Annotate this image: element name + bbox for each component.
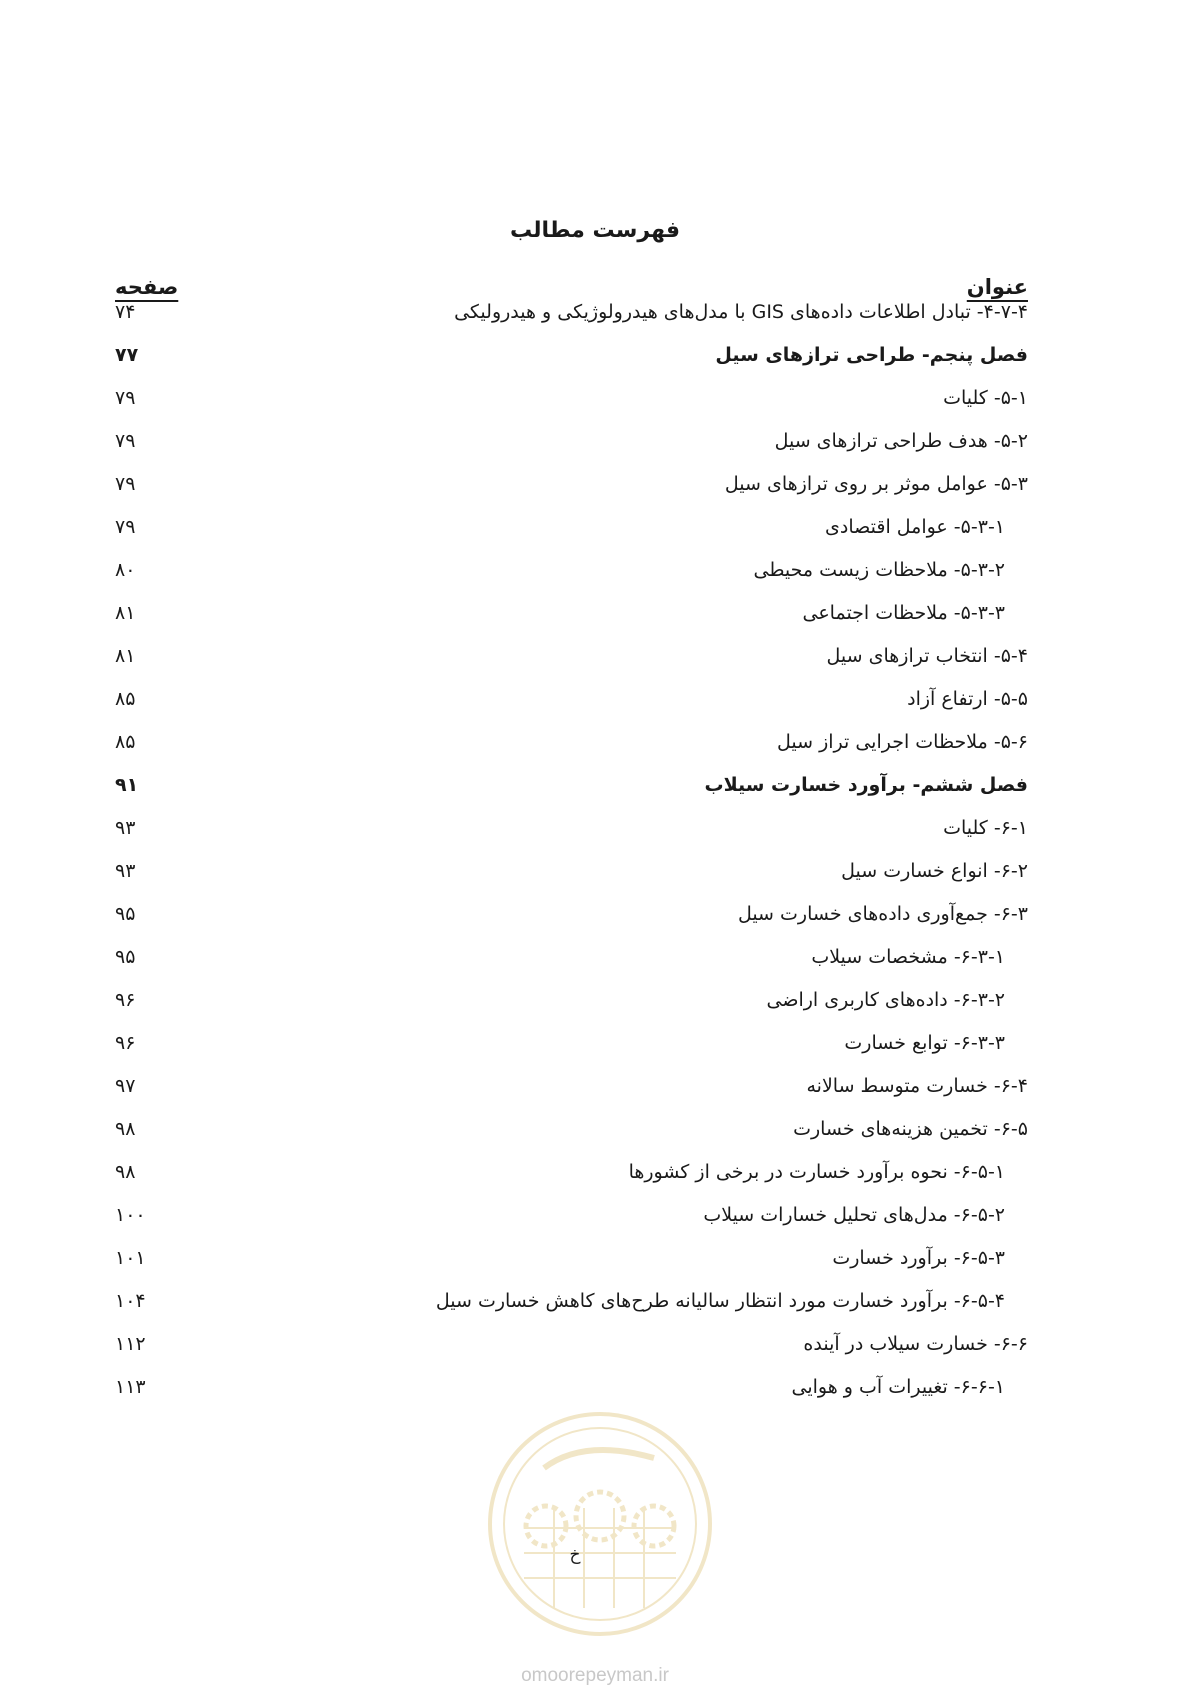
toc-entry-page: ۸۱ bbox=[115, 645, 136, 667]
toc-entry-title: ۵-۳-۲- ملاحظات زیست محیطی bbox=[753, 559, 1005, 581]
toc-entry-title: ۶-۵- تخمین هزینه‌های خسارت bbox=[793, 1118, 1028, 1140]
toc-entry-title: ۵-۲- هدف طراحی ترازهای سیل bbox=[774, 430, 1028, 452]
toc-entry-page: ۷۹ bbox=[115, 473, 136, 495]
toc-entry-page: ۷۹ bbox=[115, 516, 136, 538]
toc-entry-title: ۶-۳-۱- مشخصات سیلاب bbox=[811, 946, 1005, 968]
toc-entry-page: ۷۹ bbox=[115, 430, 136, 452]
watermark-site-text: omoorepeyman.ir bbox=[521, 1665, 669, 1686]
toc-entry-page: ۸۵ bbox=[115, 731, 136, 753]
toc-entry-title: ۵-۱- کلیات bbox=[943, 387, 1028, 409]
watermark-logo bbox=[484, 1408, 716, 1640]
toc-row[interactable] bbox=[0, 383, 1190, 413]
toc-entry-page: ۹۷ bbox=[115, 1075, 136, 1097]
toc-entry-page: ۹۳ bbox=[115, 817, 136, 839]
toc-entry-page: ۸۱ bbox=[115, 602, 136, 624]
toc-entry-page: ۹۳ bbox=[115, 860, 136, 882]
toc-entry-page: ۷۴ bbox=[115, 301, 136, 323]
page-title: فهرست مطالب bbox=[509, 218, 681, 243]
toc-row[interactable] bbox=[0, 856, 1190, 886]
toc-entry-page: ۹۱ bbox=[115, 774, 139, 796]
toc-entry-title: ۶-۳-۲- داده‌های کاربری اراضی bbox=[766, 989, 1005, 1011]
toc-entry-page: ۷۹ bbox=[115, 387, 136, 409]
toc-entry-title: ۵-۵- ارتفاع آزاد bbox=[907, 688, 1028, 710]
toc-row-chapter[interactable] bbox=[0, 770, 1190, 800]
toc-entry-title: ۶-۵-۴- برآورد خسارت مورد انتظار سالیانه طرح‌های کاهش خسارت سیل bbox=[435, 1290, 1005, 1312]
toc-entry-title: ۴-۷-۴- تبادل اطلاعات داده‌های GIS با مدل‌های هیدرولوژیکی و هیدرولیکی bbox=[454, 301, 1028, 323]
toc-entry-page: ۸۰ bbox=[115, 559, 136, 581]
toc-entry-page: ۱۰۰ bbox=[115, 1204, 146, 1226]
toc-row-sub[interactable] bbox=[0, 1243, 1190, 1273]
toc-entry-title: ۶-۶-۱- تغییرات آب و هوایی bbox=[791, 1376, 1005, 1398]
toc-entry-page: ۹۸ bbox=[115, 1161, 136, 1183]
toc-entry-title: ۶-۵-۳- برآورد خسارت bbox=[832, 1247, 1005, 1269]
title-column-heading: عنوان bbox=[966, 275, 1028, 299]
toc-entry-page: ۷۷ bbox=[115, 344, 139, 366]
toc-row-sub[interactable] bbox=[0, 598, 1190, 628]
toc-row-chapter[interactable] bbox=[0, 340, 1190, 370]
toc-row[interactable] bbox=[0, 426, 1190, 456]
toc-row[interactable] bbox=[0, 1114, 1190, 1144]
toc-entry-page: ۹۵ bbox=[115, 903, 136, 925]
toc-row-sub[interactable] bbox=[0, 942, 1190, 972]
toc-entry-title: فصل پنجم- طراحی ترازهای سیل bbox=[715, 344, 1028, 366]
toc-entry-title: ۵-۳-۱- عوامل اقتصادی bbox=[825, 516, 1005, 538]
toc-row[interactable] bbox=[0, 1071, 1190, 1101]
toc-row-sub[interactable] bbox=[0, 1157, 1190, 1187]
toc-entry-page: ۱۱۲ bbox=[115, 1333, 146, 1355]
toc-entry-page: ۹۶ bbox=[115, 989, 136, 1011]
toc-entry-page: ۹۵ bbox=[115, 946, 136, 968]
toc-row-sub[interactable] bbox=[0, 985, 1190, 1015]
toc-entry-page: ۱۰۴ bbox=[115, 1290, 146, 1312]
toc-row[interactable] bbox=[0, 297, 1190, 327]
toc-entry-title: ۶-۱- کلیات bbox=[943, 817, 1028, 839]
toc-row[interactable] bbox=[0, 727, 1190, 757]
toc-entry-title: ۶-۲- انواع خسارت سیل bbox=[841, 860, 1028, 882]
toc-entry-page: ۹۶ bbox=[115, 1032, 136, 1054]
toc-entry-title: ۵-۳- عوامل موثر بر روی ترازهای سیل bbox=[724, 473, 1028, 495]
toc-row-sub[interactable] bbox=[0, 512, 1190, 542]
toc-row[interactable] bbox=[0, 1329, 1190, 1359]
toc-entry-title: ۵-۳-۳- ملاحظات اجتماعی bbox=[802, 602, 1005, 624]
toc-entry-title: ۵-۶- ملاحظات اجرایی تراز سیل bbox=[777, 731, 1028, 753]
toc-row-sub[interactable] bbox=[0, 1286, 1190, 1316]
page-column-heading: صفحه bbox=[115, 275, 179, 299]
toc-entry-page: ۱۰۱ bbox=[115, 1247, 146, 1269]
toc-row[interactable] bbox=[0, 899, 1190, 929]
toc-entry-title: فصل ششم- برآورد خسارت سیلاب bbox=[704, 774, 1028, 796]
toc-row-sub[interactable] bbox=[0, 1372, 1190, 1402]
toc-row-sub[interactable] bbox=[0, 1028, 1190, 1058]
toc-row-sub[interactable] bbox=[0, 555, 1190, 585]
toc-entry-title: ۶-۳-۳- توابع خسارت bbox=[844, 1032, 1005, 1054]
toc-entry-page: ۸۵ bbox=[115, 688, 136, 710]
toc-entry-title: ۶-۶- خسارت سیلاب در آینده bbox=[803, 1333, 1028, 1355]
toc-entry-title: ۶-۳- جمع‌آوری داده‌های خسارت سیل bbox=[737, 903, 1028, 925]
toc-entry-title: ۶-۵-۲- مدل‌های تحلیل خسارات سیلاب bbox=[703, 1204, 1005, 1226]
toc-row[interactable] bbox=[0, 641, 1190, 671]
toc-row-sub[interactable] bbox=[0, 1200, 1190, 1230]
toc-entry-page: ۱۱۳ bbox=[115, 1376, 146, 1398]
toc-row[interactable] bbox=[0, 684, 1190, 714]
page-number: خ bbox=[569, 1545, 581, 1565]
toc-entry-page: ۹۸ bbox=[115, 1118, 136, 1140]
toc-entry-title: ۶-۴- خسارت متوسط سالانه bbox=[806, 1075, 1028, 1097]
toc-row[interactable] bbox=[0, 813, 1190, 843]
toc-entry-title: ۶-۵-۱- نحوه برآورد خسارت در برخی از کشورها bbox=[628, 1161, 1005, 1183]
toc-entry-title: ۵-۴- انتخاب ترازهای سیل bbox=[826, 645, 1028, 667]
toc-row[interactable] bbox=[0, 469, 1190, 499]
